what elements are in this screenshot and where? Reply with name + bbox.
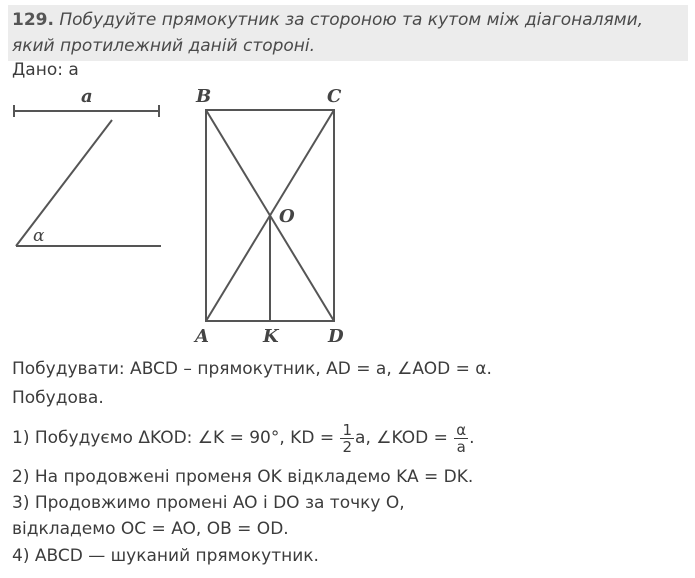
step-4: 4) ABCD — шуканий прямокутник. bbox=[12, 546, 319, 566]
step-1 bbox=[12, 418, 475, 458]
given-text: Дано: a bbox=[12, 60, 79, 80]
step-3-line1: 3) Продовжимо промені AO і DO за точку O, bbox=[12, 493, 405, 513]
fraction-alpha-over-a bbox=[454, 422, 468, 455]
vertex-label-d: D bbox=[328, 326, 344, 347]
vertex-label-k: K bbox=[263, 326, 279, 347]
step-2: 2) На продовжені променя OK відкладемо KA = DK. bbox=[12, 467, 474, 487]
vertex-label-c: C bbox=[327, 86, 342, 107]
geometry-figure bbox=[0, 80, 695, 350]
construct-goal: Побудувати: ABCD – прямокутник, AD = a, ∠AOD = α. bbox=[12, 359, 492, 379]
problem-number: 129. bbox=[12, 10, 54, 30]
fraction-denominator: 2 bbox=[342, 437, 353, 456]
problem-text-line1: Побудуйте прямокутник за стороною та кутом між діагоналями, bbox=[59, 10, 644, 30]
vertex-label-a: A bbox=[195, 326, 209, 347]
step-3-line2: відкладемо OC = AO, OB = OD. bbox=[12, 519, 289, 539]
segment-label-a: a bbox=[81, 86, 93, 107]
fraction-one-half bbox=[340, 422, 354, 455]
problem-header bbox=[8, 5, 688, 61]
angle-label-alpha: α bbox=[33, 226, 45, 246]
construction-title: Побудова. bbox=[12, 388, 104, 408]
fraction-denominator: a bbox=[456, 437, 466, 456]
vertex-label-o: O bbox=[279, 206, 295, 227]
step-1-mid: a, ∠KOD = bbox=[355, 428, 448, 448]
step-1-end: . bbox=[469, 428, 475, 448]
problem-line-1 bbox=[12, 7, 684, 33]
vertex-label-b: B bbox=[196, 86, 212, 107]
fraction-numerator: α bbox=[456, 420, 467, 439]
fraction-numerator: 1 bbox=[342, 420, 353, 439]
problem-text-line2: який протилежний даній стороні. bbox=[12, 36, 316, 56]
step-1-prefix: 1) Побудуємо ΔKOD: ∠K = 90°, KD = bbox=[12, 428, 335, 448]
